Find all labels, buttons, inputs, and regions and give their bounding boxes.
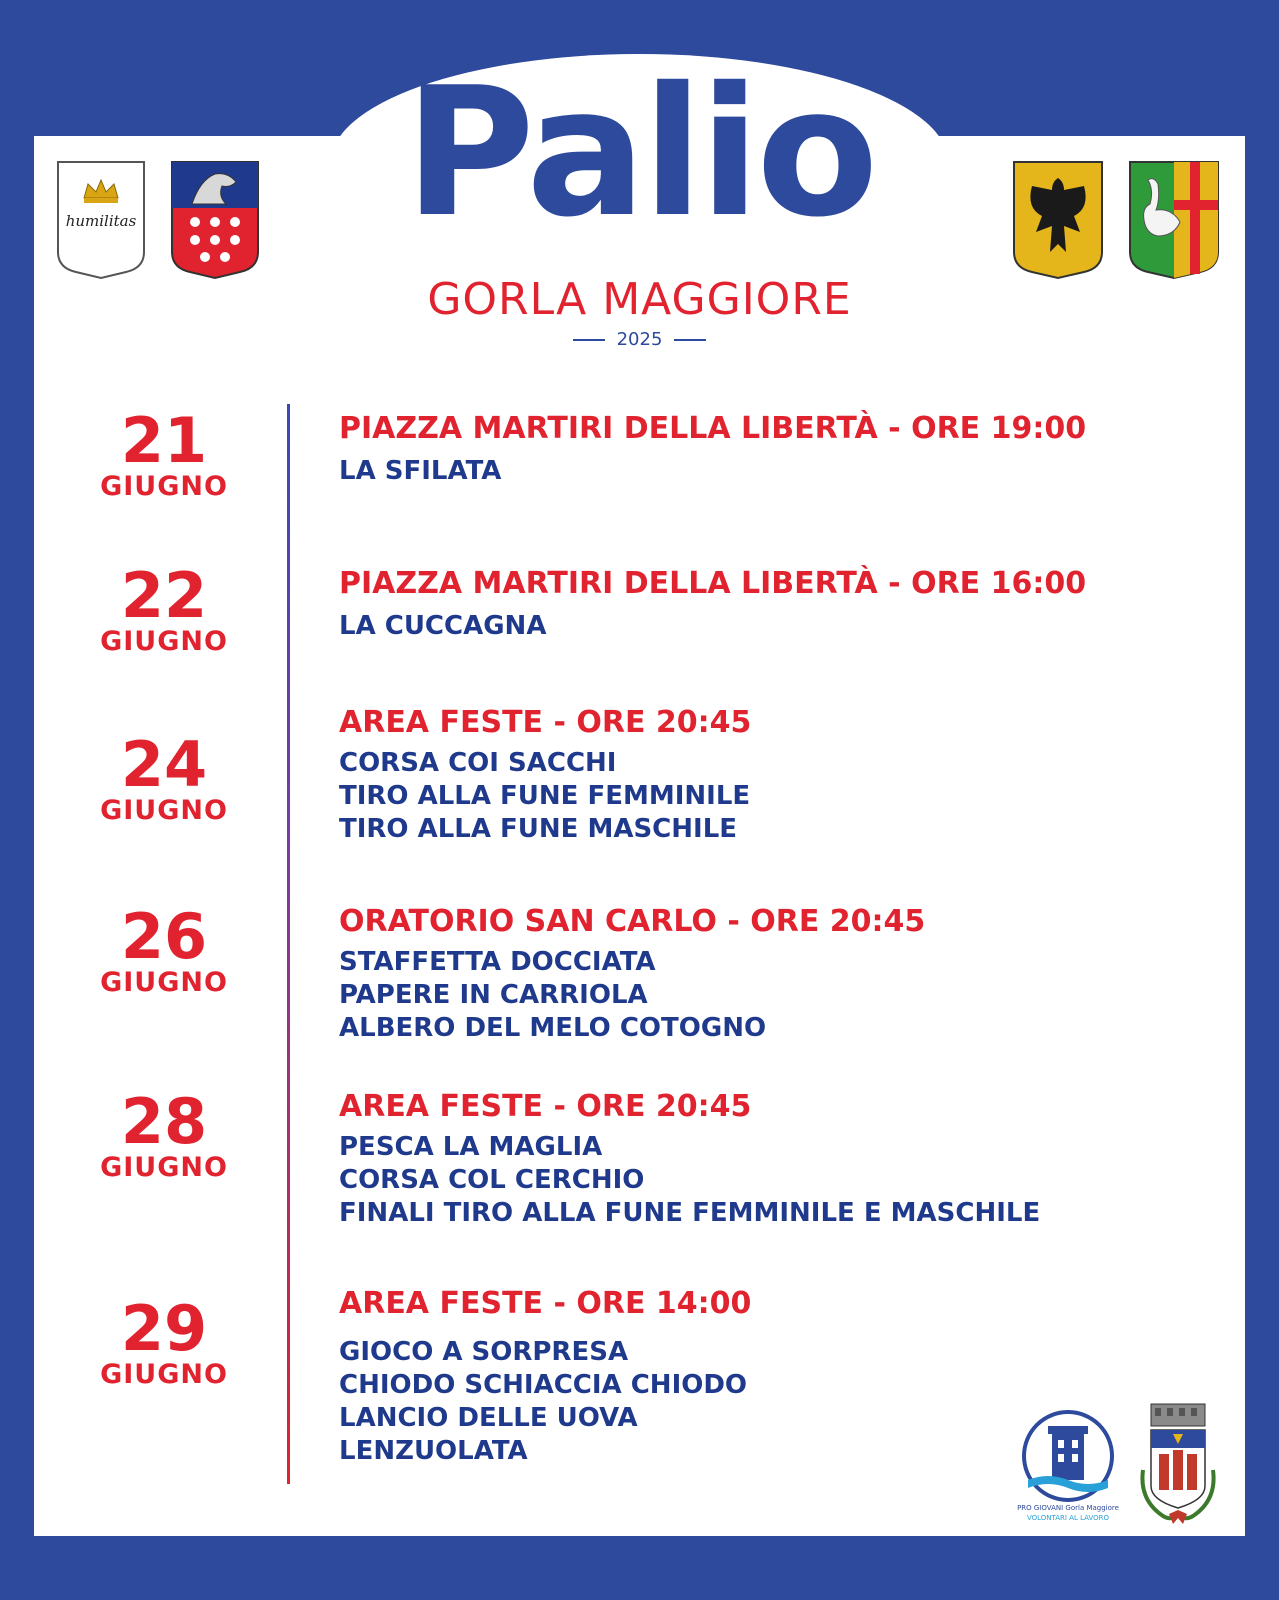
goose-crest bbox=[1128, 160, 1220, 280]
eagle-crest bbox=[1012, 160, 1104, 280]
date-29 bbox=[84, 1292, 244, 1390]
year-row bbox=[0, 330, 1279, 350]
date-month: GIUGNO bbox=[100, 1359, 228, 1390]
event-21 bbox=[339, 411, 1219, 488]
event-heading: ORATORIO SAN CARLO - ORE 20:45 bbox=[339, 904, 926, 939]
event-activity: LANCIO DELLE UOVA bbox=[339, 1403, 638, 1433]
pro-giovani-logo bbox=[1020, 1410, 1116, 1502]
event-activity: ALBERO DEL MELO COTOGNO bbox=[339, 1013, 767, 1043]
event-heading: AREA FESTE - ORE 20:45 bbox=[339, 705, 752, 740]
date-month: GIUGNO bbox=[100, 471, 228, 502]
year-label: 2025 bbox=[616, 329, 663, 350]
event-heading: AREA FESTE - ORE 20:45 bbox=[339, 1089, 752, 1124]
event-24 bbox=[339, 705, 1219, 846]
event-28 bbox=[339, 1089, 1219, 1230]
date-month: GIUGNO bbox=[100, 626, 228, 657]
event-activity: PESCA LA MAGLIA bbox=[339, 1132, 603, 1162]
timeline-line bbox=[287, 404, 290, 1484]
event-heading: AREA FESTE - ORE 14:00 bbox=[339, 1286, 752, 1321]
crest-motto: humilitas bbox=[65, 212, 137, 230]
date-month: GIUGNO bbox=[100, 795, 228, 826]
date-22 bbox=[84, 559, 244, 657]
year-dash-right bbox=[674, 339, 706, 341]
humilitas-crest bbox=[56, 160, 146, 280]
date-number: 28 bbox=[120, 1085, 208, 1158]
event-activity: GIOCO A SORPRESA bbox=[339, 1337, 629, 1367]
event-activity: CHIODO SCHIACCIA CHIODO bbox=[339, 1370, 748, 1400]
page-title: Palio bbox=[404, 49, 875, 256]
event-activity: TIRO ALLA FUNE FEMMINILE bbox=[339, 781, 751, 811]
date-number: 22 bbox=[120, 559, 208, 632]
date-24 bbox=[84, 728, 244, 826]
event-activity: LA SFILATA bbox=[339, 456, 502, 486]
event-activity: TIRO ALLA FUNE MASCHILE bbox=[339, 814, 738, 844]
date-number: 21 bbox=[120, 404, 208, 477]
date-28 bbox=[84, 1085, 244, 1183]
date-number: 26 bbox=[120, 900, 208, 973]
date-month: GIUGNO bbox=[100, 1152, 228, 1183]
lion-crest bbox=[170, 160, 260, 280]
date-26 bbox=[84, 900, 244, 998]
page-subtitle: GORLA MAGGIORE bbox=[427, 274, 852, 325]
date-month: GIUGNO bbox=[100, 967, 228, 998]
pro-giovani-tagline: VOLONTARI AL LAVORO bbox=[1026, 1514, 1110, 1522]
event-heading: PIAZZA MARTIRI DELLA LIBERTÀ - ORE 19:00 bbox=[339, 411, 1087, 446]
event-activity: CORSA COI SACCHI bbox=[339, 748, 617, 778]
date-21 bbox=[84, 404, 244, 502]
event-activity: LA CUCCAGNA bbox=[339, 611, 547, 641]
event-26 bbox=[339, 904, 1219, 1045]
event-heading: PIAZZA MARTIRI DELLA LIBERTÀ - ORE 16:00 bbox=[339, 566, 1087, 601]
year-dash-left bbox=[573, 339, 605, 341]
event-activity: CORSA COL CERCHIO bbox=[339, 1165, 645, 1195]
event-22 bbox=[339, 566, 1219, 643]
comune-crest bbox=[1133, 1400, 1223, 1528]
date-number: 29 bbox=[120, 1292, 208, 1365]
event-activity: PAPERE IN CARRIOLA bbox=[339, 980, 648, 1010]
pro-giovani-caption: PRO GIOVANI Gorla Maggiore bbox=[1017, 1504, 1119, 1512]
date-number: 24 bbox=[120, 728, 208, 801]
event-activity: LENZUOLATA bbox=[339, 1436, 528, 1466]
event-activity: STAFFETTA DOCCIATA bbox=[339, 947, 656, 977]
event-activity: FINALI TIRO ALLA FUNE FEMMINILE E MASCHILE bbox=[339, 1198, 1041, 1228]
